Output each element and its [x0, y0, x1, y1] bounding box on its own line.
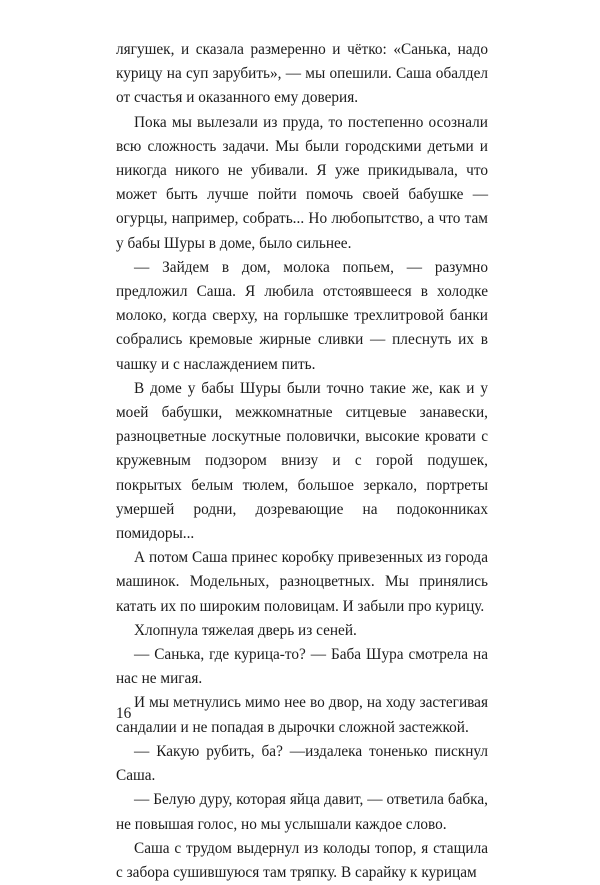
paragraph: А потом Саша принес коробку привезенных из города машинок. Модельных, разноцветных. Мы принялись катать их по широким половицам. И забыли про курицу. — [116, 549, 488, 615]
paragraph: — Санька, где курица-то? — Баба Шура смотрела на нас не мигая. — [116, 646, 488, 688]
page-number: 16 — [116, 705, 132, 722]
paragraph: И мы метнулись мимо нее во двор, на ходу застегивая сандалии и не попадая в дырочки сложной застежкой. — [116, 694, 488, 736]
paragraph: Хлопнула тяжелая дверь из сеней. — [134, 621, 357, 639]
paragraph: Пока мы вылезали из пруда, то постепенно осознали всю сложность задачи. Мы были городскими детьми и никогда никого не убивали. Я уже прикидывала, что может быть лучше пойти помочь своей бабушке — огурцы, например, собрать... Но любопытство, а что там у бабы Шуры в доме, было сильнее. — [116, 113, 488, 252]
paragraph: — Какую рубить, ба? —издалека тоненько пискнул Саша. — [116, 742, 488, 785]
paragraph: — Белую дуру, которая яйца давит, — ответила бабка, не повышая голос, но мы услышали каждое слово. — [116, 791, 488, 833]
body-text — [116, 38, 488, 885]
paragraph: Саша с трудом выдернул из колоды топор, я стащила с забора сушившуюся там тряпку. В сарайку к курицам — [116, 839, 488, 881]
paragraph: В доме у бабы Шуры были точно такие же, как и у моей бабушки, межкомнатные ситцевые занавески, разноцветные лоскутные половички, высокие кровати с кружевным подзором внизу и с горой подушек, покрытых белым тюлем, большое зеркало, портреты умершей родни, дозревающие на подоконниках помидоры... — [116, 379, 488, 543]
paragraph-continuation: лягушек, и сказала размеренно и чётко: «Санька, надо курицу на суп зарубить», — мы опешили. Саша обалдел от счастья и оказанного ему доверия. — [116, 41, 488, 107]
paragraph: — Зайдем в дом, молока попьем, — разумно предложил Саша. Я любила отстоявшееся в холодке молоко, когда сверху, на горлышке трехлитровой банки собрались кремовые жирные сливки — плеснуть их в чашку и с наслаждением пить. — [116, 258, 488, 373]
